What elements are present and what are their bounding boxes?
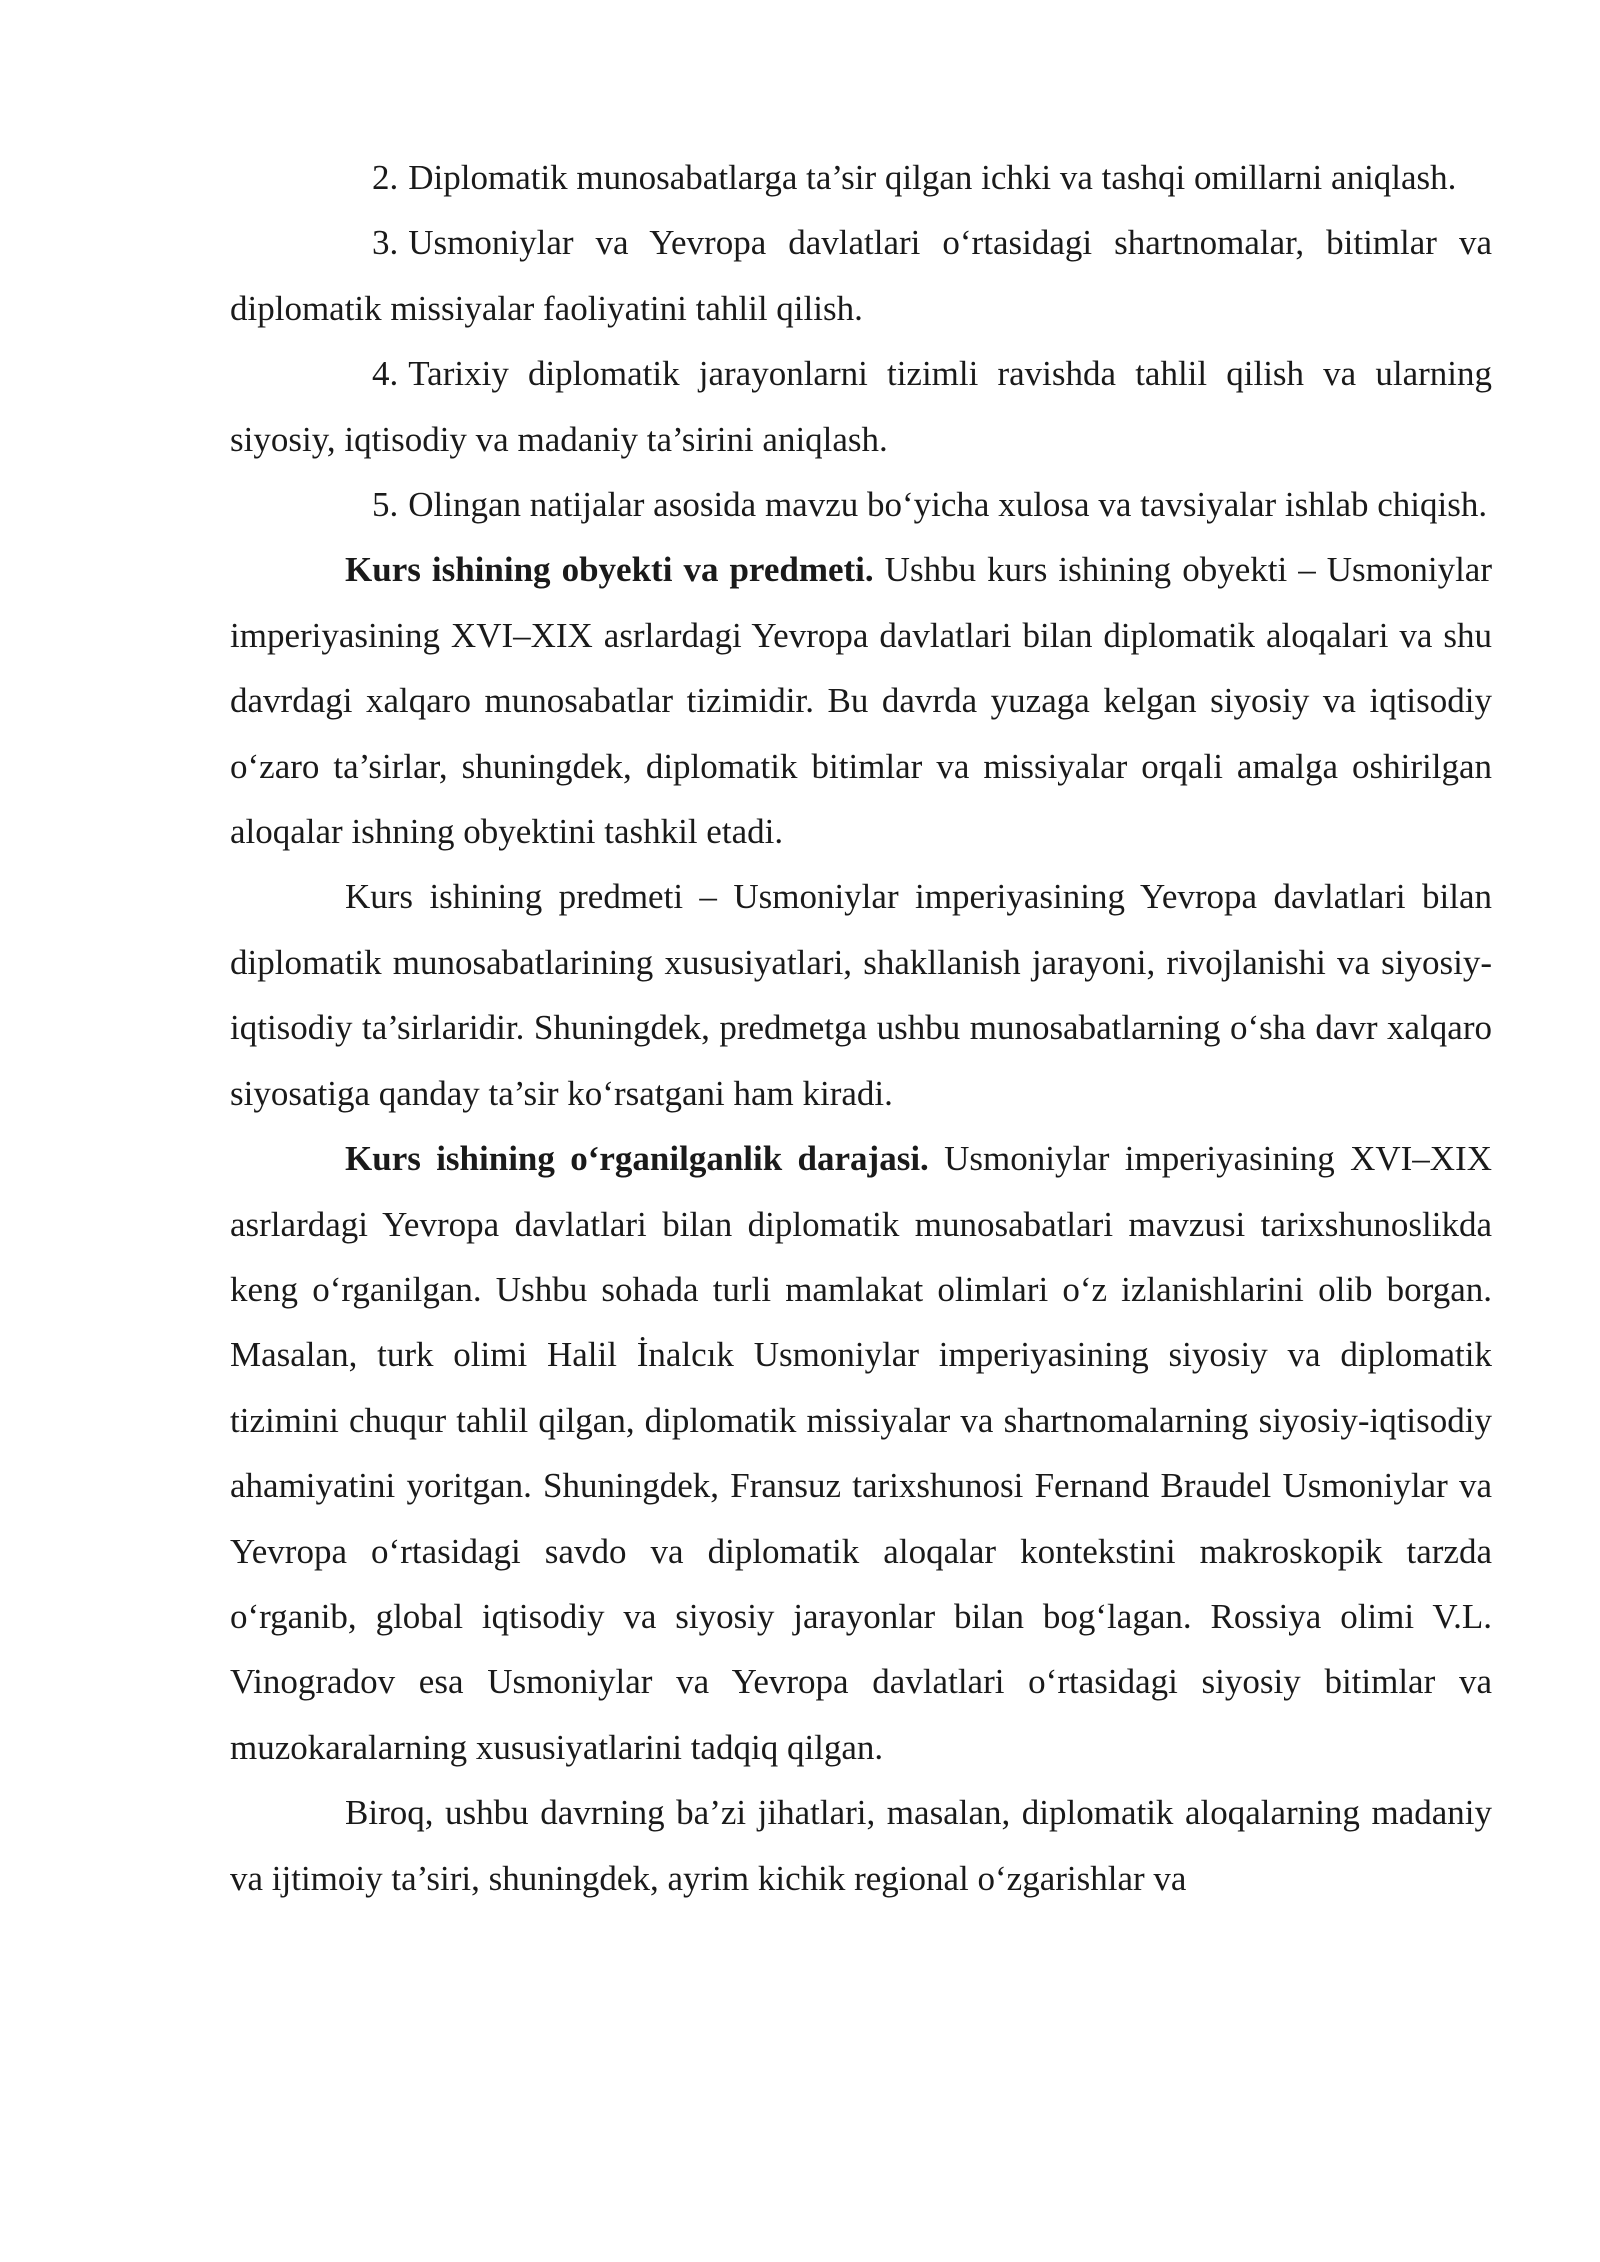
list-item-text: Olingan natijalar asosida mavzu bo‘yicha xulosa va tavsiyalar ishlab chiqish. xyxy=(408,485,1488,525)
object-heading: Kurs ishining obyekti va predmeti. xyxy=(345,550,874,590)
list-item-text: Tarixiy diplomatik jarayonlarni tizimli ravishda tahlil qilish va ularning siyosiy, iqtisodiy va madaniy ta’sirini aniqlash. xyxy=(230,354,1492,459)
last-paragraph: Biroq, ushbu davrning ba’zi jihatlari, masalan, diplomatik aloqalarning madaniy va ijtimoiy ta’siri, shuningdek, ayrim kichik regional o‘zgarishlar va xyxy=(230,1793,1492,1898)
list-item-number: 4. xyxy=(372,354,399,394)
list-item-number: 3. xyxy=(372,223,399,263)
subject-paragraph: Kurs ishining predmeti – Usmoniylar imperiyasining Yevropa davlatlari bilan diplomatik munosabatlarining xususiyatlari, shakllanish jarayoni, rivojlanishi va siyosiy-iqtisodiy ta’sirlaridir. Shuningdek, predmetga ushbu munosabatlarning o‘sha davr xalqaro siyosatiga qanday ta’sir ko‘rsatgani ham kiradi. xyxy=(230,877,1492,1113)
list-item-text: Diplomatik munosabatlarga ta’sir qilgan ichki va tashqi omillarni aniqlash. xyxy=(408,158,1457,197)
list-item xyxy=(230,341,1492,472)
list-item-number: 2. xyxy=(372,158,399,197)
study-paragraph xyxy=(230,1126,1492,1780)
document-body xyxy=(230,145,1492,1911)
list-item xyxy=(230,210,1492,341)
object-text: Ushbu kurs ishining obyekti – Usmoniylar imperiyasining XVI–XIX asrlardagi Yevropa davlatlari bilan diplomatik aloqalari va shu davrdagi xalqaro munosabatlar tizimidir. Bu davrda yuzaga kelgan siyosiy va iqtisodiy o‘zaro ta’sirlar, shuningdek, diplomatik bitimlar va missiyalar orqali amalga oshirilgan aloqalar ishning obyektini tashkil etadi. xyxy=(230,550,1492,852)
study-text: Usmoniylar imperiyasining XVI–XIX asrlardagi Yevropa davlatlari bilan diplomatik munosabatlari mavzusi tarixshunoslikda keng o‘rganilgan. Ushbu sohada turli mamlakat olimlari o‘z izlanishlarini olib borgan. Masalan, turk olimi Halil İnalcık Usmoniylar imperiyasining siyosiy va diplomatik tizimini chuqur tahlil qilgan, diplomatik missiyalar va shartnomalarning siyosiy-iqtisodiy ahamiyatini yoritgan. Shuningdek, Fransuz tarixshunosi Fernand Braudel Usmoniylar va Yevropa o‘rtasidagi savdo va diplomatik aloqalar kontekstini makroskopik tarzda o‘rganib, global iqtisodiy va siyosiy jarayonlar bilan bog‘lagan. Rossiya olimi V.L. Vinogradov esa Usmoniylar va Yevropa davlatlari o‘rtasidagi siyosiy bitimlar va muzokaralarning xususiyatlarini tadqiq qilgan. xyxy=(230,1139,1492,1767)
list-item-text: Usmoniylar va Yevropa davlatlari o‘rtasidagi shartnomalar, bitimlar va diplomatik missiyalar faoliyatini tahlil qilish. xyxy=(230,223,1492,328)
study-heading: Kurs ishining o‘rganilganlik darajasi. xyxy=(345,1139,929,1179)
list-item-number: 5. xyxy=(372,485,399,525)
object-paragraph xyxy=(230,537,1492,864)
list-item xyxy=(230,472,1492,537)
list-item xyxy=(230,145,1492,210)
